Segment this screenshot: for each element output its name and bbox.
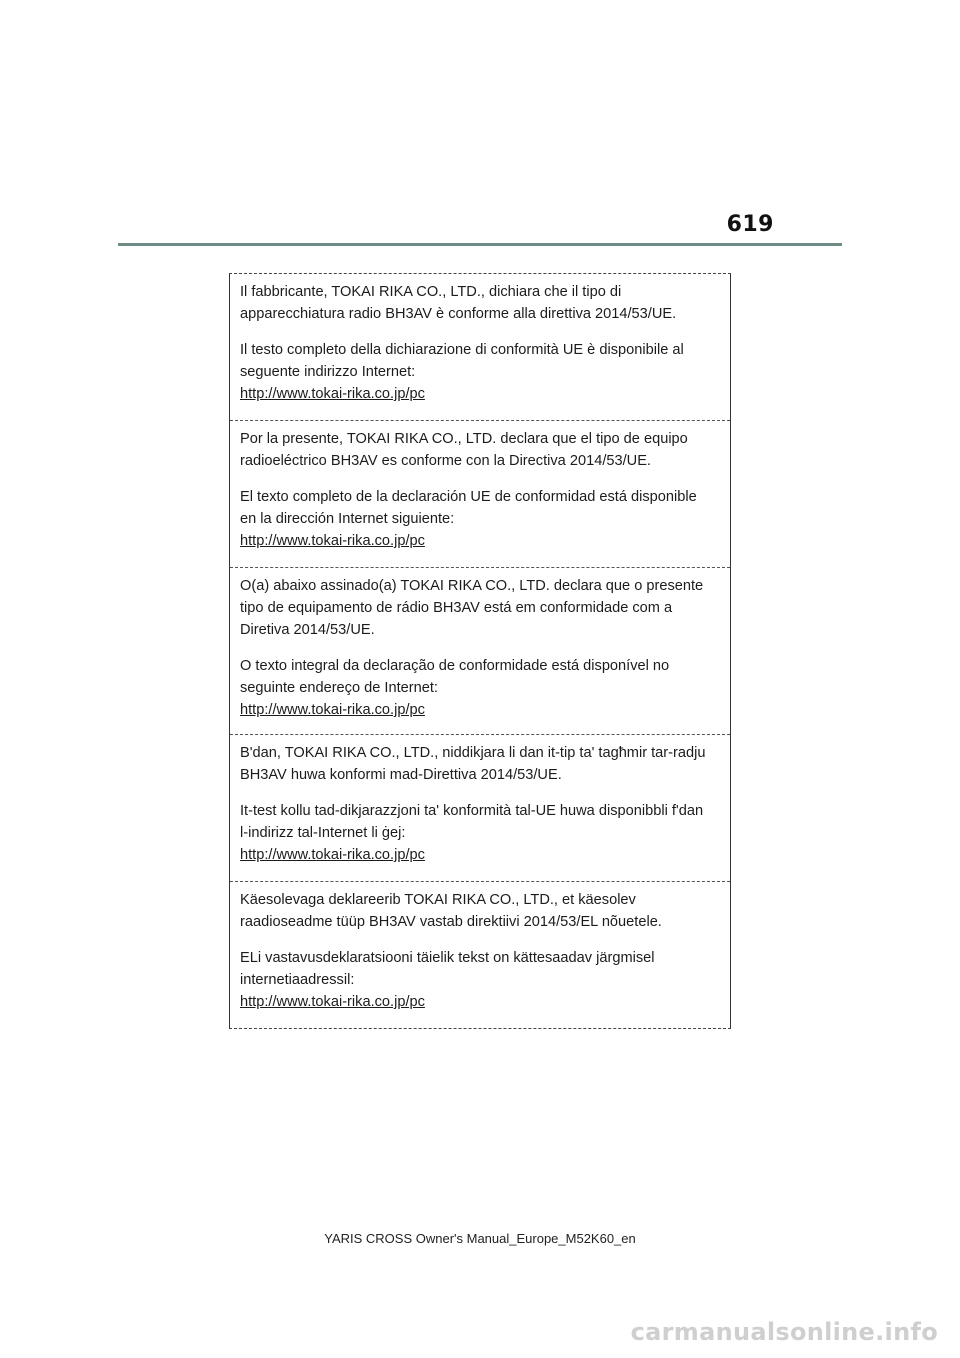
declaration-link[interactable]: http://www.tokai-rika.co.jp/pc: [240, 533, 425, 549]
availability-text: It-test kollu tad-dikjarazzjoni ta' konformità tal-UE huwa disponibbli f'dan l-indirizz tal-Internet li ġej:: [240, 803, 704, 841]
page-number: 619: [726, 212, 774, 237]
declaration-link[interactable]: http://www.tokai-rika.co.jp/pc: [240, 994, 425, 1010]
declaration-section-es: [230, 421, 730, 567]
declaration-text: Käesolevaga deklareerib TOKAI RIKA CO., LTD., et käesolev raadioseadme tüüp BH3AV vastab direktiivi 2014/53/EL nõuetele.: [240, 892, 662, 930]
declaration-link[interactable]: http://www.tokai-rika.co.jp/pc: [240, 386, 425, 402]
declaration-section-et: [230, 882, 730, 1028]
header-rule: [118, 243, 842, 246]
availability-text: O texto integral da declaração de conformidade está disponível no seguinte endereço de Internet:: [240, 658, 670, 696]
manual-footer: YARIS CROSS Owner's Manual_Europe_M52K60_en: [324, 1231, 636, 1246]
declaration-link[interactable]: http://www.tokai-rika.co.jp/pc: [240, 702, 425, 718]
declaration-section-mt: [230, 735, 730, 881]
site-watermark: carmanualsonline.info: [630, 1318, 938, 1346]
declaration-text: O(a) abaixo assinado(a) TOKAI RIKA CO., LTD. declara que o presente tipo de equipamento de rádio BH3AV está em conformidade com a Diretiva 2014/53/UE.: [240, 578, 704, 638]
declaration-section-pt: [230, 568, 730, 734]
declaration-section-it: [230, 274, 730, 420]
declaration-link[interactable]: http://www.tokai-rika.co.jp/pc: [240, 847, 425, 863]
declaration-text: Por la presente, TOKAI RIKA CO., LTD. declara que el tipo de equipo radioeléctrico BH3AV es conforme con la Directiva 2014/53/UE.: [240, 431, 688, 469]
availability-text: ELi vastavusdeklaratsiooni täielik tekst on kättesaadav järgmisel internetiaadressil:: [240, 950, 655, 988]
availability-text: Il testo completo della dichiarazione di conformità UE è disponibile al seguente indirizzo Internet:: [240, 342, 684, 380]
declaration-text: B'dan, TOKAI RIKA CO., LTD., niddikjara li dan it-tip ta' tagħmir tar-radju BH3AV huwa konformi mad-Direttiva 2014/53/UE.: [240, 745, 706, 783]
declaration-text: Il fabbricante, TOKAI RIKA CO., LTD., dichiara che il tipo di apparecchiatura radio BH3AV è conforme alla direttiva 2014/53/UE.: [240, 284, 677, 322]
declaration-box: [229, 273, 731, 1029]
availability-text: El texto completo de la declaración UE de conformidad está disponible en la dirección Internet siguiente:: [240, 489, 697, 527]
